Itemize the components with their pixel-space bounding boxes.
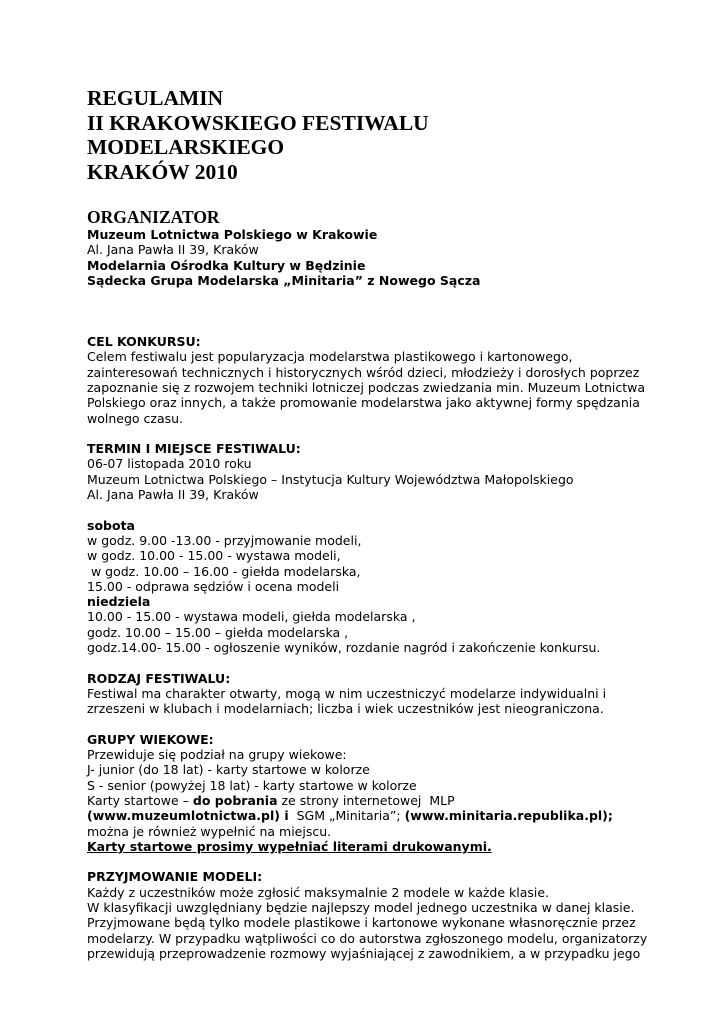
regulation-document	[87, 86, 647, 961]
paragraph-line: przewidują przeprowadzenie rozmowy wyjaśniającej z zawodnikiem, a w przypadku jego	[87, 945, 641, 961]
minitaria-link[interactable]: (www.minitaria.republika.pl);	[404, 808, 613, 824]
paragraph-line: zrzeszeni w klubach i modelarniach; liczba i wiek uczestników jest nieograniczona.	[87, 701, 604, 717]
rodzaj-heading: RODZAJ FESTIWALU:	[87, 670, 231, 686]
title-line-4: KRAKÓW 2010	[87, 159, 238, 184]
document-title	[87, 86, 647, 184]
termin-heading: TERMIN I MIEJSCE FESTIWALU:	[87, 441, 301, 457]
download-line: Karty startowe – do pobrania ze strony internetowej MLP	[87, 792, 455, 808]
schedule-line: godz. 10.00 – 15.00 – giełda modelarska ,	[87, 624, 349, 640]
section-cel	[87, 334, 647, 426]
paragraph-line: można je również wypełnić na miejscu.	[87, 823, 332, 839]
grupy-heading: GRUPY WIEKOWE:	[87, 731, 214, 747]
paragraph-line: modelarzy. W przypadku wątpliwości co do autorstwa zgłoszonego modelu, organizatorzy	[87, 930, 648, 946]
przyjmowanie-heading: PRZYJMOWANIE MODELI:	[87, 869, 263, 885]
section-rodzaj	[87, 671, 647, 717]
paragraph-line: Celem festiwalu jest popularyzacja modelarstwa plastikowego i kartonowego,	[87, 349, 573, 365]
paragraph-line: Muzeum Lotnictwa Polskiego – Instytucja Kultury Województwa Małopolskiego	[87, 471, 574, 487]
links-line: (www.muzeumlotnictwa.pl) i SGM „Minitaria”; (www.minitaria.republika.pl);	[87, 808, 613, 824]
paragraph-line: Polskiego oraz innych, a także promowanie modelarstwa jako aktywnej formy spędzania	[87, 395, 640, 411]
saturday-heading: sobota	[87, 517, 135, 533]
organizer-museum: Muzeum Lotnictwa Polskiego w Krakowie	[87, 227, 378, 242]
paragraph-line: Festiwal ma charakter otwarty, mogą w nim uczestniczyć modelarze indywidualni i	[87, 685, 607, 701]
paragraph-line: Al. Jana Pawła II 39, Kraków	[87, 487, 259, 503]
organizer-address: Al. Jana Pawła II 39, Kraków	[87, 242, 259, 258]
document-body	[87, 227, 647, 961]
organizer-group: Sądecka Grupa Modelarska „Minitaria” z Nowego Sącza	[87, 272, 481, 288]
paragraph-line: J- junior (do 18 lat) - karty startowe w kolorze	[87, 762, 370, 778]
organizer-modelarnia: Modelarnia Ośrodka Kultury w Będzinie	[87, 257, 366, 273]
section-termin	[87, 441, 647, 502]
schedule-line: godz.14.00- 15.00 - ogłoszenie wyników, rozdanie nagród i zakończenie konkursu.	[87, 640, 601, 656]
schedule-line: 15.00 - odprawa sędziów i ocena modeli	[87, 578, 340, 594]
paragraph-line: zapoznanie się z rozwojem techniki lotniczej podczas zwiedzania min. Muzeum Lotnictwa	[87, 379, 646, 395]
paragraph-line: 06-07 listopada 2010 roku	[87, 456, 252, 472]
title-line-2: II KRAKOWSKIEGO FESTIWALU	[87, 110, 429, 135]
paragraph-line: wolnego czasu.	[87, 410, 184, 426]
schedule-line: w godz. 9.00 -13.00 - przyjmowanie modeli,	[87, 532, 362, 548]
cel-heading: CEL KONKURSU:	[87, 334, 201, 350]
print-instruction: Karty startowe prosimy wypełniać literami drukowanymi.	[87, 838, 492, 854]
schedule-line: 10.00 - 15.00 - wystawa modeli, giełda modelarska ,	[87, 609, 416, 625]
sunday-heading: niedziela	[87, 594, 151, 610]
download-emphasis: do pobrania	[192, 792, 278, 808]
paragraph-line: W klasyfikacji uwzględniany będzie najlepszy model jednego uczestnika w danej klasie.	[87, 900, 635, 916]
paragraph-line: zainteresowań technicznych i historycznych wśród dzieci, młodzieży i dorosłych poprzez	[87, 364, 640, 380]
paragraph-line: Przewiduje się podział na grupy wiekowe:	[87, 747, 347, 763]
paragraph-line: Każdy z uczestników może zgłosić maksymalnie 2 modele w każde klasie.	[87, 884, 550, 900]
mlp-link[interactable]: (www.muzeumlotnictwa.pl) i	[87, 808, 289, 824]
paragraph-line: S - senior (powyżej 18 lat) - karty startowe w kolorze	[87, 777, 417, 793]
organizer-heading: ORGANIZATOR	[87, 207, 220, 227]
section-przyjmowanie	[87, 869, 647, 961]
title-line-1: REGULAMIN	[87, 86, 224, 110]
schedule-line: w godz. 10.00 – 16.00 - giełda modelarska,	[87, 563, 361, 579]
schedule-line: w godz. 10.00 - 15.00 - wystawa modeli,	[87, 548, 341, 564]
title-line-3: MODELARSKIEGO	[87, 135, 285, 159]
paragraph-line: Przyjmowane będą tylko modele plastikowe i kartonowe wykonane własnoręcznie przez	[87, 915, 636, 931]
section-grupy	[87, 732, 647, 854]
section-schedule	[87, 518, 647, 656]
